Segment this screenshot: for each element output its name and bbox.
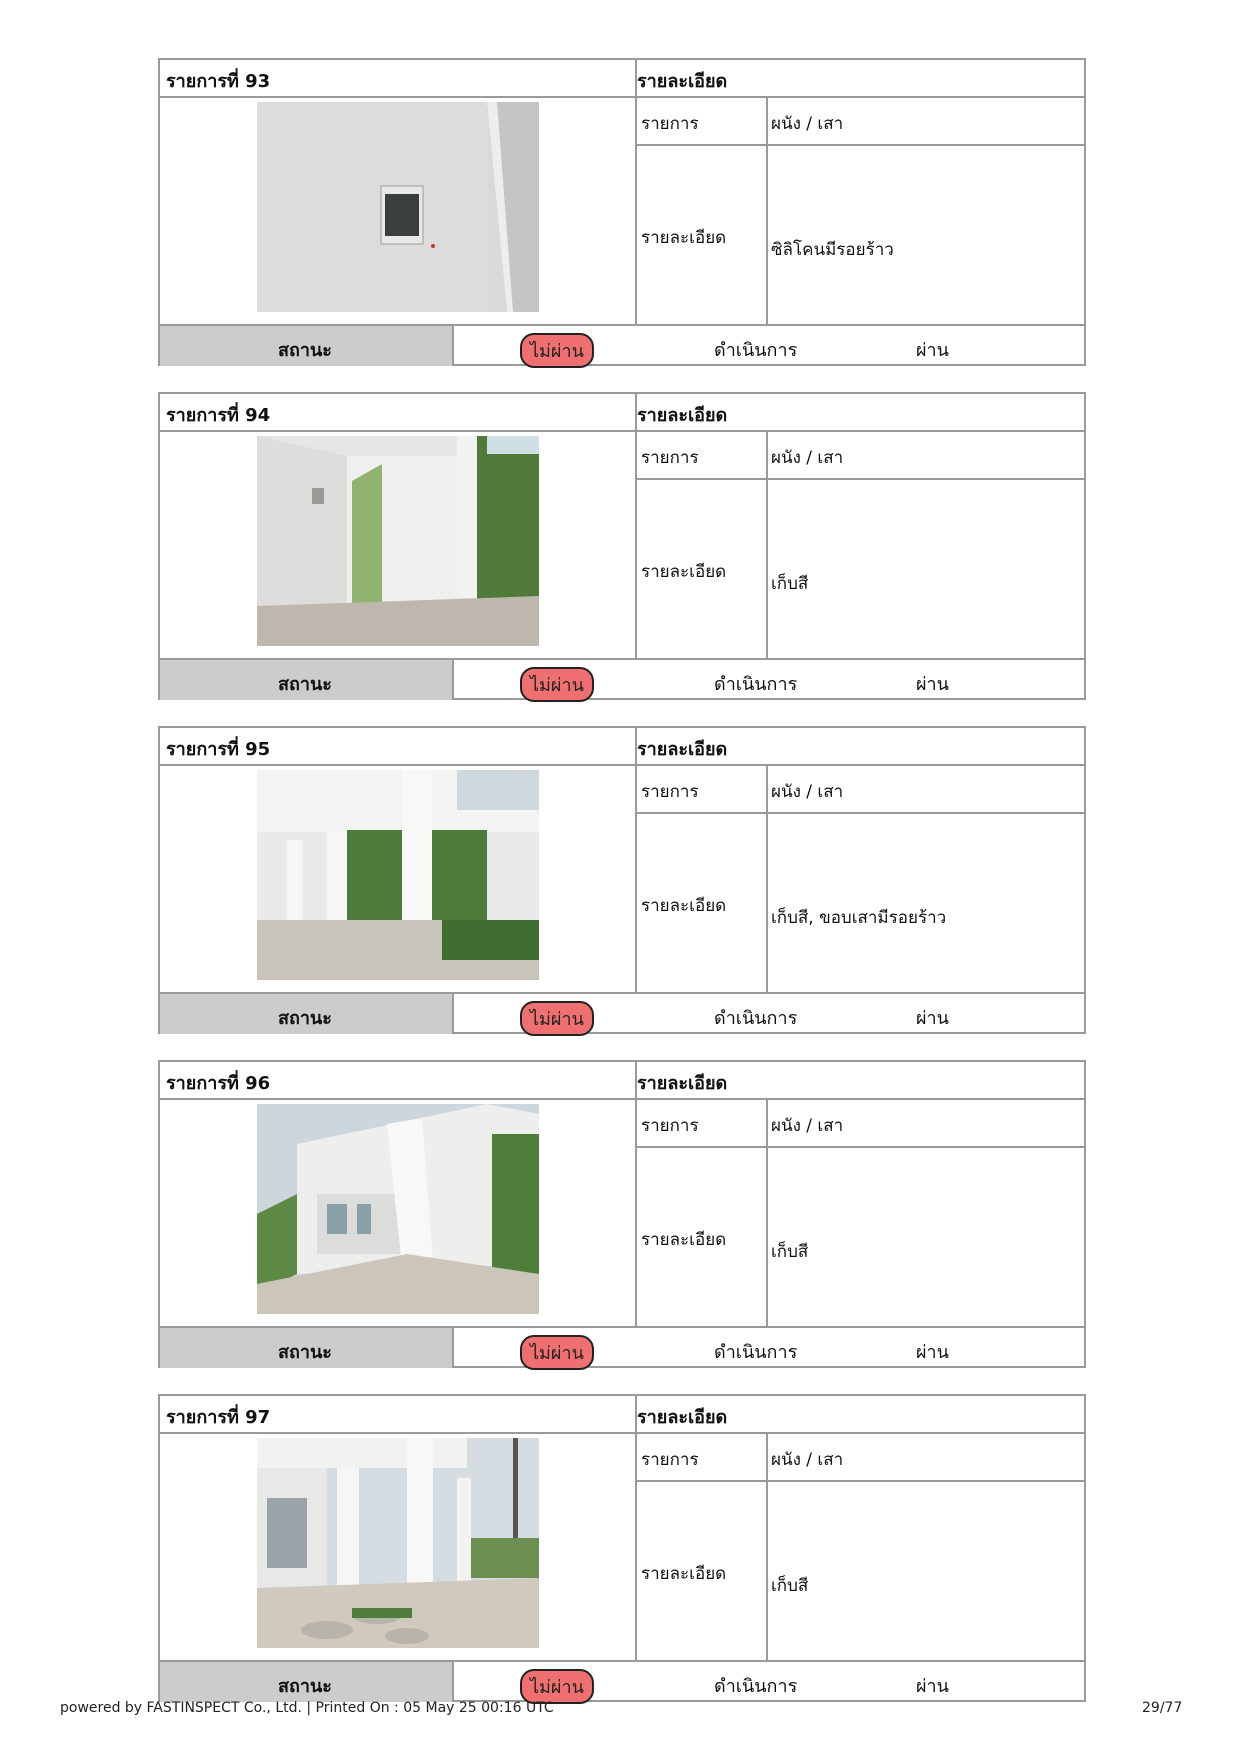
- status-label: สถานะ: [278, 1008, 332, 1029]
- item-value: ผนัง / เสา: [771, 448, 844, 468]
- item-row: [637, 1432, 1086, 1482]
- inspection-item-card: [158, 1394, 1086, 1702]
- status-in-progress-option[interactable]: ดำเนินการ: [714, 340, 798, 361]
- photo-cell: [160, 430, 635, 658]
- detail-label: รายละเอียด: [641, 228, 727, 248]
- item-label: รายการ: [641, 1116, 699, 1136]
- status-fail-badge[interactable]: ไม่ผ่าน: [520, 1001, 594, 1036]
- page-number: 29/77: [1142, 1700, 1183, 1716]
- status-row: [160, 1660, 1084, 1702]
- status-in-progress-option[interactable]: ดำเนินการ: [714, 1342, 798, 1363]
- card-header: [160, 728, 1084, 766]
- status-fail-badge[interactable]: ไม่ผ่าน: [520, 1669, 594, 1704]
- item-value: ผนัง / เสา: [771, 114, 844, 134]
- detail-value: เก็บสี, ขอบเสามีรอยร้าว: [771, 908, 947, 928]
- item-label: รายการ: [641, 114, 699, 134]
- status-label: สถานะ: [278, 1676, 332, 1697]
- status-row: [160, 1326, 1084, 1368]
- item-number-title: รายการที่ 94: [166, 405, 271, 426]
- inspection-item-card: [158, 726, 1086, 1034]
- item-value: ผนัง / เสา: [771, 1116, 844, 1136]
- inspection-item-card: [158, 58, 1086, 366]
- carport-wall-opening-photo[interactable]: [257, 436, 539, 646]
- photo-cell: [160, 764, 635, 992]
- detail-value: ซิลิโคนมีรอยร้าว: [771, 240, 894, 260]
- status-pass-option[interactable]: ผ่าน: [916, 1676, 949, 1697]
- status-label: สถานะ: [278, 1342, 332, 1363]
- card-header: [160, 1062, 1084, 1100]
- status-fail-badge[interactable]: ไม่ผ่าน: [520, 333, 594, 368]
- status-label: สถานะ: [278, 674, 332, 695]
- detail-label: รายละเอียด: [641, 896, 727, 916]
- status-in-progress-option[interactable]: ดำเนินการ: [714, 1676, 798, 1697]
- detail-value: เก็บสี: [771, 1576, 809, 1596]
- detail-header: รายละเอียด: [637, 405, 728, 426]
- footer-printed-info: powered by FASTINSPECT Co., Ltd. | Printed On : 05 May 25 00:16 UTC: [60, 1700, 554, 1716]
- item-number-title: รายการที่ 97: [166, 1407, 271, 1428]
- carport-stepping-stones-photo[interactable]: [257, 1438, 539, 1648]
- status-label: สถานะ: [278, 340, 332, 361]
- item-value: ผนัง / เสา: [771, 782, 844, 802]
- status-row: [160, 324, 1084, 366]
- wall-electrical-box-photo[interactable]: [257, 102, 539, 312]
- carport-columns-hedge-photo[interactable]: [257, 770, 539, 980]
- item-label: รายการ: [641, 1450, 699, 1470]
- item-row: [637, 764, 1086, 814]
- photo-cell: [160, 1098, 635, 1326]
- status-pass-option[interactable]: ผ่าน: [916, 340, 949, 361]
- item-row: [637, 1098, 1086, 1148]
- detail-header: รายละเอียด: [637, 1073, 728, 1094]
- detail-value: เก็บสี: [771, 574, 809, 594]
- status-in-progress-option[interactable]: ดำเนินการ: [714, 674, 798, 695]
- status-in-progress-option[interactable]: ดำเนินการ: [714, 1008, 798, 1029]
- item-number-title: รายการที่ 96: [166, 1073, 271, 1094]
- item-label: รายการ: [641, 448, 699, 468]
- inspection-item-card: [158, 1060, 1086, 1368]
- card-header: [160, 60, 1084, 98]
- detail-header: รายละเอียด: [637, 1407, 728, 1428]
- detail-header: รายละเอียด: [637, 739, 728, 760]
- card-header: [160, 1396, 1084, 1434]
- card-header: [160, 394, 1084, 432]
- item-number-title: รายการที่ 93: [166, 71, 271, 92]
- item-row: [637, 96, 1086, 146]
- detail-value: เก็บสี: [771, 1242, 809, 1262]
- status-pass-option[interactable]: ผ่าน: [916, 1342, 949, 1363]
- item-row: [637, 430, 1086, 480]
- item-number-title: รายการที่ 95: [166, 739, 271, 760]
- status-fail-badge[interactable]: ไม่ผ่าน: [520, 1335, 594, 1370]
- status-fail-badge[interactable]: ไม่ผ่าน: [520, 667, 594, 702]
- photo-cell: [160, 96, 635, 324]
- status-pass-option[interactable]: ผ่าน: [916, 674, 949, 695]
- photo-cell: [160, 1432, 635, 1660]
- inspection-item-card: [158, 392, 1086, 700]
- status-row: [160, 992, 1084, 1034]
- detail-label: รายละเอียด: [641, 562, 727, 582]
- house-exterior-columns-photo[interactable]: [257, 1104, 539, 1314]
- status-pass-option[interactable]: ผ่าน: [916, 1008, 949, 1029]
- status-row: [160, 658, 1084, 700]
- detail-label: รายละเอียด: [641, 1230, 727, 1250]
- detail-header: รายละเอียด: [637, 71, 728, 92]
- item-value: ผนัง / เสา: [771, 1450, 844, 1470]
- item-label: รายการ: [641, 782, 699, 802]
- detail-label: รายละเอียด: [641, 1564, 727, 1584]
